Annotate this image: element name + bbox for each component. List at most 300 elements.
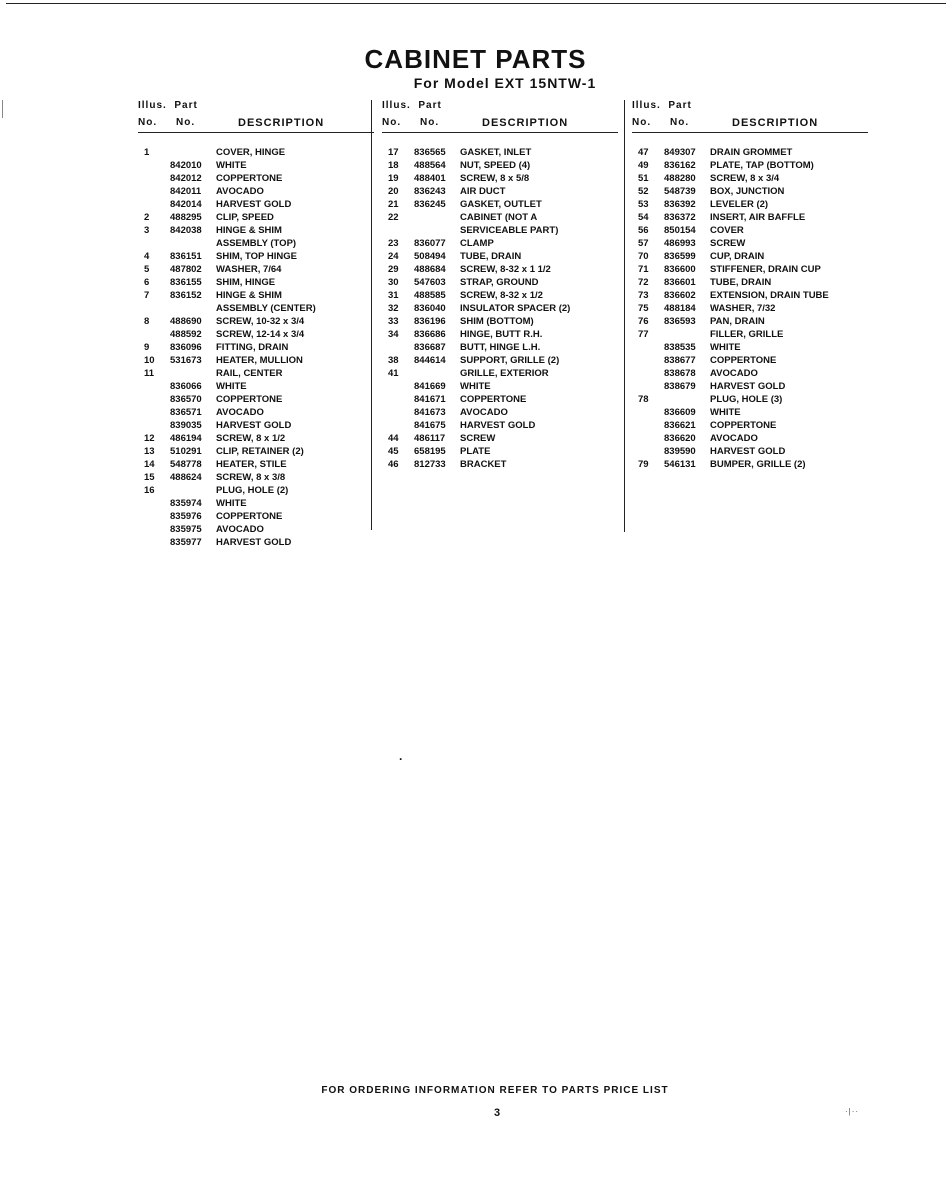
illus-number: 34: [388, 329, 399, 340]
part-description: WHITE: [216, 160, 247, 171]
page-subtitle: For Model EXT 15NTW-1: [413, 75, 597, 91]
illus-number: 24: [388, 251, 399, 262]
part-row: [632, 315, 868, 328]
part-number: 836687: [414, 342, 446, 353]
part-number: 836066: [170, 381, 202, 392]
part-description: HINGE & SHIM: [216, 290, 282, 301]
part-row: [632, 237, 868, 250]
part-number: 841669: [414, 381, 446, 392]
part-row: [632, 159, 868, 172]
part-number: 836620: [664, 433, 696, 444]
part-number: 835974: [170, 498, 202, 509]
illus-number: 73: [638, 290, 649, 301]
part-description: CLIP, RETAINER (2): [216, 446, 304, 457]
part-row: [138, 289, 374, 302]
part-number: 488684: [414, 264, 446, 275]
part-description: BOX, JUNCTION: [710, 186, 785, 197]
header-rule: [138, 132, 374, 133]
part-row: [382, 159, 618, 172]
part-number: 841675: [414, 420, 446, 431]
header-part-no: No.: [176, 117, 196, 128]
illus-number: 13: [144, 446, 155, 457]
part-row: [138, 393, 374, 406]
part-row: [382, 393, 618, 406]
part-row: [138, 471, 374, 484]
part-description: SCREW, 8-32 x 1 1/2: [460, 264, 551, 275]
part-number: 547603: [414, 277, 446, 288]
part-description: INSERT, AIR BAFFLE: [710, 212, 806, 223]
illus-number: 57: [638, 238, 649, 249]
part-row: [138, 302, 374, 315]
part-row: [138, 367, 374, 380]
part-description: BRACKET: [460, 459, 507, 470]
part-row: [382, 458, 618, 471]
illus-number: 5: [144, 264, 150, 275]
part-number: 488295: [170, 212, 202, 223]
part-row: [632, 406, 868, 419]
illus-number: 22: [388, 212, 399, 223]
part-number: 836155: [170, 277, 202, 288]
part-description: WHITE: [710, 407, 741, 418]
part-number: 835977: [170, 537, 202, 548]
part-row: [382, 380, 618, 393]
part-description: SCREW, 8 x 3/8: [216, 472, 286, 483]
header-illus-no: No.: [632, 117, 652, 128]
part-description: COVER: [710, 225, 744, 236]
part-row: [138, 432, 374, 445]
part-description: ASSEMBLY (CENTER): [216, 303, 316, 314]
part-description: SHIM (BOTTOM): [460, 316, 534, 327]
part-number: 836593: [664, 316, 696, 327]
part-row: [632, 393, 868, 406]
part-row: [382, 211, 618, 224]
part-description: COPPERTONE: [216, 511, 283, 522]
part-number: 488624: [170, 472, 202, 483]
part-description: PLATE: [460, 446, 491, 457]
ordering-footer: FOR ORDERING INFORMATION REFER TO PARTS PRICE LIST: [321, 1085, 669, 1096]
part-description: HINGE, BUTT R.H.: [460, 329, 543, 340]
part-description: INSULATOR SPACER (2): [460, 303, 571, 314]
part-row: [632, 185, 868, 198]
part-number: 548739: [664, 186, 696, 197]
part-row: [632, 354, 868, 367]
part-row: [632, 211, 868, 224]
part-row: [138, 523, 374, 536]
part-number: 546131: [664, 459, 696, 470]
part-number: 839035: [170, 420, 202, 431]
part-description: TUBE, DRAIN: [460, 251, 522, 262]
parts-list: [632, 146, 868, 471]
illus-number: 51: [638, 173, 649, 184]
part-number: 836152: [170, 290, 202, 301]
part-row: [382, 315, 618, 328]
part-description: GASKET, INLET: [460, 147, 532, 158]
parts-column-3: [632, 100, 868, 471]
illus-number: 12: [144, 433, 155, 444]
part-number: 487802: [170, 264, 202, 275]
part-row: [632, 250, 868, 263]
part-row: [138, 276, 374, 289]
part-number: 812733: [414, 459, 446, 470]
column-header: [382, 100, 618, 134]
part-number: 835975: [170, 524, 202, 535]
part-number: 842014: [170, 199, 202, 210]
part-row: [138, 185, 374, 198]
part-row: [138, 341, 374, 354]
part-number: 836570: [170, 394, 202, 405]
illus-number: 16: [144, 485, 155, 496]
part-number: 836162: [664, 160, 696, 171]
part-row: [382, 146, 618, 159]
parts-list: [382, 146, 618, 471]
part-number: 508494: [414, 251, 446, 262]
part-row: [382, 367, 618, 380]
part-description: SHIM, HINGE: [216, 277, 276, 288]
part-description: AIR DUCT: [460, 186, 506, 197]
part-number: 836077: [414, 238, 446, 249]
part-row: [632, 445, 868, 458]
part-description: HEATER, STILE: [216, 459, 287, 470]
header-rule: [382, 132, 618, 133]
part-number: 531673: [170, 355, 202, 366]
part-row: [382, 185, 618, 198]
illus-number: 31: [388, 290, 399, 301]
part-description: AVOCADO: [216, 407, 264, 418]
part-number: 486993: [664, 238, 696, 249]
illus-number: 72: [638, 277, 649, 288]
part-number: 850154: [664, 225, 696, 236]
part-description: AVOCADO: [710, 368, 758, 379]
part-number: 839590: [664, 446, 696, 457]
part-number: 836686: [414, 329, 446, 340]
part-number: 844614: [414, 355, 446, 366]
part-description: HARVEST GOLD: [216, 199, 292, 210]
part-description: COPPERTONE: [710, 355, 777, 366]
part-row: [632, 302, 868, 315]
part-description: SCREW, 8 x 3/4: [710, 173, 780, 184]
part-description: SCREW: [710, 238, 746, 249]
part-number: 849307: [664, 147, 696, 158]
illus-number: 77: [638, 329, 649, 340]
part-number: 488401: [414, 173, 446, 184]
illus-number: 4: [144, 251, 150, 262]
illus-number: 23: [388, 238, 399, 249]
part-number: 836601: [664, 277, 696, 288]
parts-list: [138, 146, 374, 549]
header-part-no: No.: [420, 117, 440, 128]
illus-number: 78: [638, 394, 649, 405]
part-row: [632, 289, 868, 302]
illus-number: 9: [144, 342, 150, 353]
part-number: 836599: [664, 251, 696, 262]
part-row: [382, 328, 618, 341]
part-row: [382, 445, 618, 458]
illus-number: 15: [144, 472, 155, 483]
part-description: WASHER, 7/64: [216, 264, 282, 275]
part-number: 842012: [170, 173, 202, 184]
illus-number: 3: [144, 225, 150, 236]
part-number: 835976: [170, 511, 202, 522]
part-number: 836609: [664, 407, 696, 418]
stray-mark: ·: [399, 752, 403, 766]
part-row: [138, 224, 374, 237]
part-row: [632, 419, 868, 432]
part-row: [632, 263, 868, 276]
part-description: SCREW: [460, 433, 496, 444]
part-number: 488564: [414, 160, 446, 171]
part-row: [382, 354, 618, 367]
part-row: [138, 510, 374, 523]
illus-number: 52: [638, 186, 649, 197]
column-divider: [371, 100, 372, 530]
part-row: [632, 380, 868, 393]
part-number: 488592: [170, 329, 202, 340]
part-row: [138, 211, 374, 224]
part-description: PLATE, TAP (BOTTOM): [710, 160, 814, 171]
part-number: 486117: [414, 433, 446, 444]
part-row: [138, 172, 374, 185]
part-description: CABINET (NOT A: [460, 212, 538, 223]
illus-number: 49: [638, 160, 649, 171]
part-number: 836245: [414, 199, 446, 210]
column-header: [138, 100, 374, 134]
part-number: 836602: [664, 290, 696, 301]
part-number: 838678: [664, 368, 696, 379]
part-row: [382, 263, 618, 276]
header-illus-no: No.: [382, 117, 402, 128]
part-number: 836392: [664, 199, 696, 210]
part-row: [632, 224, 868, 237]
illus-number: 30: [388, 277, 399, 288]
part-description: SCREW, 12-14 x 3/4: [216, 329, 305, 340]
illus-number: 21: [388, 199, 399, 210]
header-illus-part: Illus. Part: [138, 100, 198, 111]
part-number: 836243: [414, 186, 446, 197]
parts-column-1: [138, 100, 374, 549]
illus-number: 47: [638, 147, 649, 158]
part-row: [632, 367, 868, 380]
part-description: BUTT, HINGE L.H.: [460, 342, 541, 353]
part-description: PLUG, HOLE (3): [710, 394, 783, 405]
part-number: 842038: [170, 225, 202, 236]
illus-number: 20: [388, 186, 399, 197]
illus-number: 53: [638, 199, 649, 210]
part-row: [138, 406, 374, 419]
part-description: STIFFENER, DRAIN CUP: [710, 264, 821, 275]
part-row: [382, 276, 618, 289]
part-description: SCREW, 8 x 5/8: [460, 173, 530, 184]
part-description: COPPERTONE: [216, 394, 283, 405]
part-description: GASKET, OUTLET: [460, 199, 542, 210]
part-row: [138, 237, 374, 250]
illus-number: 10: [144, 355, 155, 366]
part-number: 838679: [664, 381, 696, 392]
part-description: PAN, DRAIN: [710, 316, 765, 327]
illus-number: 46: [388, 459, 399, 470]
part-description: RAIL, CENTER: [216, 368, 283, 379]
parts-column-2: [382, 100, 618, 471]
header-illus-no: No.: [138, 117, 158, 128]
part-description: FITTING, DRAIN: [216, 342, 289, 353]
part-row: [382, 250, 618, 263]
part-number: 836096: [170, 342, 202, 353]
part-row: [138, 250, 374, 263]
column-divider: [624, 100, 625, 532]
part-number: 842011: [170, 186, 202, 197]
header-rule: [632, 132, 868, 133]
illus-number: 8: [144, 316, 150, 327]
illus-number: 19: [388, 173, 399, 184]
illus-number: 7: [144, 290, 150, 301]
part-row: [138, 263, 374, 276]
part-description: TUBE, DRAIN: [710, 277, 772, 288]
part-number: 836196: [414, 316, 446, 327]
illus-number: 76: [638, 316, 649, 327]
part-number: 488184: [664, 303, 696, 314]
part-row: [632, 146, 868, 159]
illus-number: 17: [388, 147, 399, 158]
illus-number: 45: [388, 446, 399, 457]
part-row: [138, 484, 374, 497]
part-description: PLUG, HOLE (2): [216, 485, 289, 496]
part-row: [138, 315, 374, 328]
part-description: AVOCADO: [460, 407, 508, 418]
header-description: DESCRIPTION: [732, 117, 819, 129]
part-row: [382, 198, 618, 211]
part-description: SCREW, 8 x 1/2: [216, 433, 286, 444]
part-row: [632, 328, 868, 341]
column-header: [632, 100, 868, 134]
part-description: COPPERTONE: [460, 394, 527, 405]
illus-number: 2: [144, 212, 150, 223]
part-description: AVOCADO: [216, 186, 264, 197]
part-row: [382, 224, 618, 237]
part-number: 488690: [170, 316, 202, 327]
part-row: [632, 341, 868, 354]
part-row: [632, 276, 868, 289]
part-row: [382, 237, 618, 250]
part-number: 836600: [664, 264, 696, 275]
part-description: STRAP, GROUND: [460, 277, 539, 288]
part-description: WASHER, 7/32: [710, 303, 776, 314]
part-description: COPPERTONE: [710, 420, 777, 431]
part-description: DRAIN GROMMET: [710, 147, 793, 158]
part-number: 836372: [664, 212, 696, 223]
part-row: [382, 406, 618, 419]
part-number: 842010: [170, 160, 202, 171]
illus-number: 44: [388, 433, 399, 444]
margin-mark: [2, 100, 3, 118]
part-description: GRILLE, EXTERIOR: [460, 368, 549, 379]
illus-number: 29: [388, 264, 399, 275]
part-row: [138, 419, 374, 432]
illus-number: 41: [388, 368, 399, 379]
corner-print-code: ·|··: [845, 1107, 860, 1116]
part-row: [138, 536, 374, 549]
illus-number: 54: [638, 212, 649, 223]
top-border-rule: [6, 3, 946, 4]
part-row: [632, 432, 868, 445]
part-row: [632, 198, 868, 211]
part-description: BUMPER, GRILLE (2): [710, 459, 806, 470]
part-description: WHITE: [710, 342, 741, 353]
part-number: 658195: [414, 446, 446, 457]
part-description: HARVEST GOLD: [710, 446, 786, 457]
page-title: CABINET PARTS: [364, 44, 587, 74]
part-number: 548778: [170, 459, 202, 470]
part-number: 841673: [414, 407, 446, 418]
part-description: HINGE & SHIM: [216, 225, 282, 236]
part-description: SHIM, TOP HINGE: [216, 251, 297, 262]
part-description: HARVEST GOLD: [710, 381, 786, 392]
part-description: HARVEST GOLD: [460, 420, 536, 431]
part-description: AVOCADO: [216, 524, 264, 535]
part-number: 836151: [170, 251, 202, 262]
part-row: [382, 289, 618, 302]
part-row: [138, 159, 374, 172]
part-description: CUP, DRAIN: [710, 251, 765, 262]
part-row: [138, 354, 374, 367]
part-description: NUT, SPEED (4): [460, 160, 531, 171]
illus-number: 75: [638, 303, 649, 314]
illus-number: 79: [638, 459, 649, 470]
part-description: HARVEST GOLD: [216, 420, 292, 431]
part-row: [382, 341, 618, 354]
part-row: [138, 458, 374, 471]
part-number: 838677: [664, 355, 696, 366]
part-row: [382, 172, 618, 185]
part-description: WHITE: [216, 498, 247, 509]
illus-number: 70: [638, 251, 649, 262]
part-number: 510291: [170, 446, 202, 457]
part-description: HARVEST GOLD: [216, 537, 292, 548]
part-description: EXTENSION, DRAIN TUBE: [710, 290, 829, 301]
part-description: SERVICEABLE PART): [460, 225, 559, 236]
illus-number: 1: [144, 147, 150, 158]
part-number: 836571: [170, 407, 202, 418]
part-row: [138, 198, 374, 211]
illus-number: 14: [144, 459, 155, 470]
part-description: CLIP, SPEED: [216, 212, 274, 223]
part-description: FILLER, GRILLE: [710, 329, 784, 340]
illus-number: 38: [388, 355, 399, 366]
header-illus-part: Illus. Part: [632, 100, 692, 111]
illus-number: 56: [638, 225, 649, 236]
part-number: 836565: [414, 147, 446, 158]
part-description: ASSEMBLY (TOP): [216, 238, 297, 249]
header-description: DESCRIPTION: [238, 117, 325, 129]
part-row: [632, 172, 868, 185]
illus-number: 18: [388, 160, 399, 171]
part-row: [138, 445, 374, 458]
header-illus-part: Illus. Part: [382, 100, 442, 111]
part-row: [382, 419, 618, 432]
header-description: DESCRIPTION: [482, 117, 569, 129]
part-number: 838535: [664, 342, 696, 353]
illus-number: 71: [638, 264, 649, 275]
part-description: AVOCADO: [710, 433, 758, 444]
part-description: SCREW, 10-32 x 3/4: [216, 316, 305, 327]
illus-number: 11: [144, 368, 155, 379]
part-number: 488585: [414, 290, 446, 301]
part-description: CLAMP: [460, 238, 494, 249]
part-row: [382, 432, 618, 445]
page-number: 3: [494, 1107, 501, 1119]
illus-number: 33: [388, 316, 399, 327]
part-row: [138, 497, 374, 510]
part-description: SUPPORT, GRILLE (2): [460, 355, 560, 366]
part-description: SCREW, 8-32 x 1/2: [460, 290, 543, 301]
